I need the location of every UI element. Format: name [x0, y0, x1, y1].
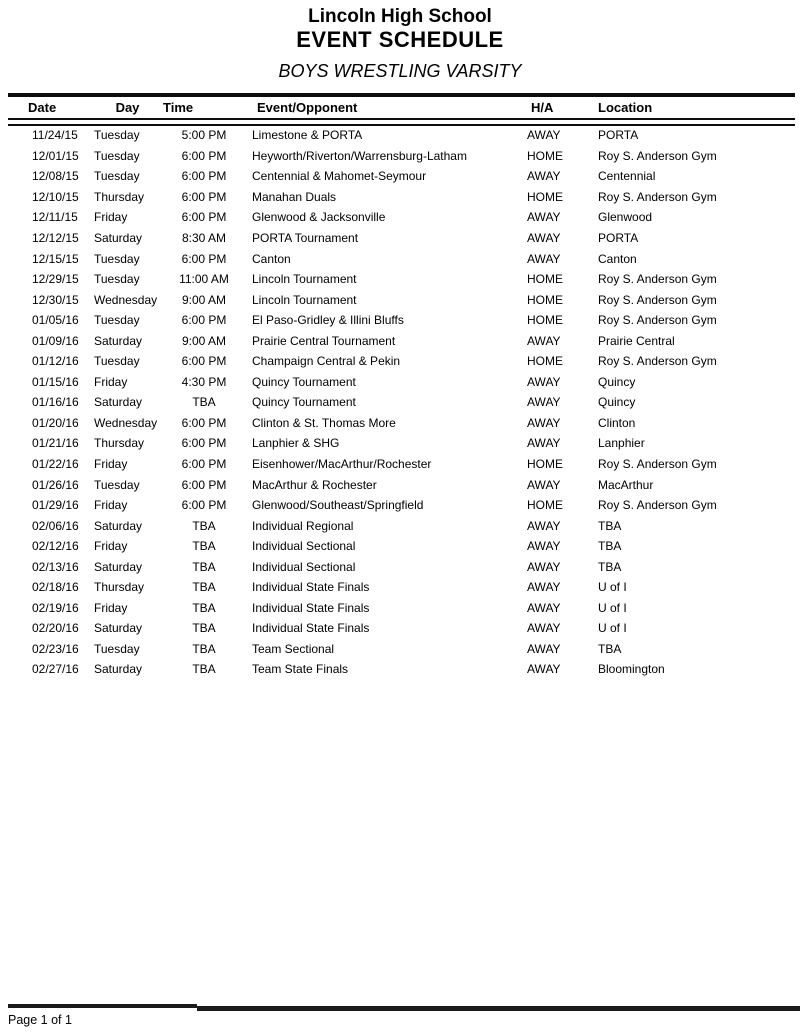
cell-day: Friday: [94, 600, 128, 615]
cell-ha: HOME: [527, 313, 563, 328]
cell-ha: AWAY: [527, 621, 561, 636]
table-row: [8, 536, 795, 557]
cell-time: TBA: [192, 600, 216, 615]
cell-date: 12/01/15: [32, 148, 79, 163]
cell-time: TBA: [192, 518, 216, 533]
cell-location: Bloomington: [598, 662, 665, 677]
cell-location: Lanphier: [598, 436, 645, 451]
cell-date: 01/20/16: [32, 415, 79, 430]
table-row: [8, 330, 795, 351]
cell-event: Individual Sectional: [252, 539, 356, 554]
cell-day: Thursday: [94, 436, 145, 451]
cell-date: 01/09/16: [32, 333, 79, 348]
cell-event: Lincoln Tournament: [252, 272, 357, 287]
cell-ha: AWAY: [527, 415, 561, 430]
cell-day: Tuesday: [94, 272, 140, 287]
cell-date: 02/23/16: [32, 641, 79, 656]
cell-date: 12/11/15: [32, 210, 78, 225]
cell-event: Limestone & PORTA: [252, 128, 363, 143]
cell-date: 02/13/16: [32, 559, 79, 574]
table-body: [8, 125, 795, 680]
cell-time: 6:00 PM: [181, 148, 227, 163]
cell-ha: HOME: [527, 457, 563, 472]
cell-ha: AWAY: [527, 539, 561, 554]
cell-ha: AWAY: [527, 251, 561, 266]
table-row: [8, 187, 795, 208]
cell-day: Saturday: [94, 518, 143, 533]
cell-time: 5:00 PM: [181, 128, 227, 143]
cell-event: Lanphier & SHG: [252, 436, 340, 451]
cell-event: Individual State Finals: [252, 580, 370, 595]
cell-time: 6:00 PM: [181, 436, 227, 451]
cell-date: 01/05/16: [32, 313, 79, 328]
cell-location: MacArthur: [598, 477, 654, 492]
cell-ha: AWAY: [527, 128, 561, 143]
table-row: [8, 207, 795, 228]
cell-ha: AWAY: [527, 580, 561, 595]
table-row: [8, 515, 795, 536]
cell-event: Individual State Finals: [252, 600, 370, 615]
cell-event: Eisenhower/MacArthur/Rochester: [252, 457, 432, 472]
cell-location: U of I: [598, 600, 627, 615]
cell-ha: AWAY: [527, 210, 561, 225]
cell-time: 6:00 PM: [181, 498, 227, 513]
cell-date: 12/10/15: [32, 189, 79, 204]
cell-event: Clinton & St. Thomas More: [252, 415, 396, 430]
cell-event: El Paso-Gridley & Illini Bluffs: [252, 313, 404, 328]
cell-ha: AWAY: [527, 641, 561, 656]
cell-date: 02/27/16: [32, 662, 79, 677]
cell-location: U of I: [598, 580, 627, 595]
cell-ha: AWAY: [527, 477, 561, 492]
cell-date: 01/15/16: [32, 374, 79, 389]
cell-time: 9:00 AM: [181, 292, 227, 307]
table-row: [8, 474, 795, 495]
cell-day: Tuesday: [94, 251, 140, 266]
column-header-day: Day: [115, 100, 140, 115]
school-name: Lincoln High School: [308, 6, 492, 27]
table-row: [8, 372, 795, 393]
cell-day: Tuesday: [94, 354, 140, 369]
cell-location: Roy S. Anderson Gym: [598, 189, 717, 204]
table-row: [8, 269, 795, 290]
cell-day: Saturday: [94, 231, 143, 245]
table-row: [8, 577, 795, 598]
cell-ha: AWAY: [527, 662, 561, 677]
cell-date: 12/30/15: [32, 292, 79, 307]
cell-day: Friday: [94, 539, 128, 554]
cell-day: Saturday: [94, 621, 143, 636]
cell-location: TBA: [598, 518, 622, 533]
cell-ha: AWAY: [527, 436, 561, 451]
cell-time: TBA: [192, 621, 216, 636]
cell-location: Roy S. Anderson Gym: [598, 457, 717, 472]
cell-ha: AWAY: [527, 395, 561, 410]
cell-location: TBA: [598, 539, 622, 554]
cell-date: 01/12/16: [32, 354, 79, 369]
cell-event: Team State Finals: [252, 662, 349, 677]
cell-day: Friday: [94, 457, 128, 472]
cell-day: Thursday: [94, 189, 145, 204]
cell-time: TBA: [192, 559, 216, 574]
cell-date: 02/18/16: [32, 580, 79, 595]
cell-day: Tuesday: [94, 477, 140, 492]
cell-time: 6:00 PM: [181, 415, 227, 430]
cell-date: 12/29/15: [32, 272, 79, 287]
cell-location: Roy S. Anderson Gym: [598, 313, 717, 328]
cell-date: 02/06/16: [32, 518, 79, 533]
cell-date: 01/16/16: [32, 395, 79, 410]
table-row: [8, 495, 795, 516]
column-header-ha: H/A: [531, 100, 554, 115]
cell-ha: AWAY: [527, 600, 561, 615]
cell-event: Prairie Central Tournament: [252, 333, 396, 348]
cell-time: TBA: [192, 395, 216, 410]
cell-date: 02/12/16: [32, 539, 79, 554]
cell-location: Roy S. Anderson Gym: [598, 354, 717, 369]
cell-ha: AWAY: [527, 518, 561, 533]
cell-time: TBA: [192, 580, 216, 595]
table-row: [8, 392, 795, 413]
cell-time: 6:00 PM: [181, 189, 227, 204]
cell-event: MacArthur & Rochester: [252, 477, 377, 492]
cell-time: 6:00 PM: [181, 354, 227, 369]
cell-event: Quincy Tournament: [252, 395, 356, 410]
cell-date: 11/24/15: [32, 128, 78, 143]
table-row: [8, 556, 795, 577]
cell-day: Saturday: [94, 333, 143, 348]
cell-event: Team Sectional: [252, 641, 335, 656]
footer-rule-right-segment: [197, 1006, 800, 1011]
cell-location: PORTA: [598, 231, 639, 245]
table-row: [8, 166, 795, 187]
table-row: [8, 146, 795, 167]
cell-event: Glenwood & Jacksonville: [252, 210, 386, 225]
cell-day: Friday: [94, 498, 128, 513]
cell-time: 8:30 AM: [181, 231, 227, 245]
cell-event: Glenwood/Southeast/Springfield: [252, 498, 424, 513]
cell-ha: AWAY: [527, 231, 561, 245]
cell-location: Glenwood: [598, 210, 653, 225]
table-row: [8, 598, 795, 619]
cell-date: 02/19/16: [32, 600, 79, 615]
cell-time: TBA: [192, 662, 216, 677]
cell-time: 6:00 PM: [181, 313, 227, 328]
cell-location: TBA: [598, 559, 622, 574]
cell-event: Champaign Central & Pekin: [252, 354, 401, 369]
cell-time: 6:00 PM: [181, 477, 227, 492]
cell-location: TBA: [598, 641, 622, 656]
cell-event: Individual State Finals: [252, 621, 370, 636]
footer-rule-left-segment: [8, 1004, 197, 1008]
cell-date: 01/29/16: [32, 498, 79, 513]
cell-time: 11:00 AM: [179, 272, 229, 287]
cell-event: Individual Sectional: [252, 559, 356, 574]
cell-date: 01/21/16: [32, 436, 79, 451]
cell-day: Wednesday: [94, 292, 158, 307]
cell-ha: HOME: [527, 354, 563, 369]
cell-location: Roy S. Anderson Gym: [598, 272, 717, 287]
table-row: [8, 228, 795, 249]
cell-location: Clinton: [598, 415, 636, 430]
cell-time: 6:00 PM: [181, 169, 227, 184]
cell-ha: AWAY: [527, 169, 561, 184]
cell-time: 6:00 PM: [181, 457, 227, 472]
cell-date: 02/20/16: [32, 621, 79, 636]
cell-ha: HOME: [527, 148, 563, 163]
cell-ha: HOME: [527, 292, 563, 307]
cell-time: TBA: [192, 539, 216, 554]
cell-location: Prairie Central: [598, 333, 675, 348]
table-row: [8, 351, 795, 372]
cell-event: Manahan Duals: [252, 189, 337, 204]
cell-day: Thursday: [94, 580, 145, 595]
cell-ha: HOME: [527, 189, 563, 204]
page-title: EVENT SCHEDULE: [296, 27, 504, 52]
cell-date: 01/22/16: [32, 457, 79, 472]
table-row: [8, 433, 795, 454]
column-header-time: Time: [163, 100, 194, 115]
table-header-row: [8, 97, 795, 118]
cell-location: Roy S. Anderson Gym: [598, 148, 717, 163]
cell-ha: AWAY: [527, 374, 561, 389]
cell-day: Tuesday: [94, 641, 140, 656]
cell-day: Tuesday: [94, 148, 140, 163]
table-row: [8, 413, 795, 434]
cell-location: PORTA: [598, 128, 639, 143]
cell-day: Tuesday: [94, 313, 140, 328]
column-header-date: Date: [28, 100, 57, 115]
cell-event: Quincy Tournament: [252, 374, 356, 389]
cell-time: 4:30 PM: [181, 374, 227, 389]
page-subtitle: BOYS WRESTLING VARSITY: [278, 61, 522, 81]
table-row: [8, 125, 795, 146]
table-row: [8, 454, 795, 475]
table-row: [8, 289, 795, 310]
table-row: [8, 248, 795, 269]
cell-event: Heyworth/Riverton/Warrensburg-Latham: [252, 148, 467, 163]
cell-date: 12/15/15: [32, 251, 79, 266]
cell-ha: AWAY: [527, 333, 561, 348]
cell-location: Roy S. Anderson Gym: [598, 292, 717, 307]
cell-event: Centennial & Mahomet-Seymour: [252, 169, 427, 184]
column-header-event: Event/Opponent: [257, 100, 358, 115]
cell-time: TBA: [192, 641, 216, 656]
cell-date: 01/26/16: [32, 477, 79, 492]
table-row: [8, 659, 795, 680]
table-row: [8, 310, 795, 331]
cell-ha: HOME: [527, 498, 563, 513]
cell-day: Wednesday: [94, 415, 158, 430]
cell-location: Canton: [598, 251, 637, 266]
cell-date: 12/12/15: [32, 231, 79, 245]
table-row: [8, 639, 795, 660]
cell-day: Friday: [94, 210, 128, 225]
cell-day: Saturday: [94, 662, 143, 677]
cell-day: Tuesday: [94, 169, 140, 184]
cell-location: U of I: [598, 621, 627, 636]
cell-day: Tuesday: [94, 128, 140, 143]
table-row: [8, 618, 795, 639]
cell-date: 12/08/15: [32, 169, 79, 184]
cell-event: PORTA Tournament: [252, 231, 359, 245]
page-number: Page 1 of 1: [8, 1013, 72, 1027]
cell-event: Lincoln Tournament: [252, 292, 357, 307]
cell-time: 6:00 PM: [181, 210, 227, 225]
cell-location: Centennial: [598, 169, 656, 184]
cell-day: Saturday: [94, 395, 143, 410]
cell-location: Roy S. Anderson Gym: [598, 498, 717, 513]
cell-location: Quincy: [598, 374, 636, 389]
cell-day: Saturday: [94, 559, 143, 574]
cell-time: 9:00 AM: [181, 333, 227, 348]
cell-event: Individual Regional: [252, 518, 354, 533]
cell-ha: HOME: [527, 272, 563, 287]
cell-day: Friday: [94, 374, 128, 389]
cell-ha: AWAY: [527, 559, 561, 574]
cell-time: 6:00 PM: [181, 251, 227, 266]
column-header-location: Location: [598, 100, 653, 115]
cell-location: Quincy: [598, 395, 636, 410]
cell-event: Canton: [252, 251, 291, 266]
